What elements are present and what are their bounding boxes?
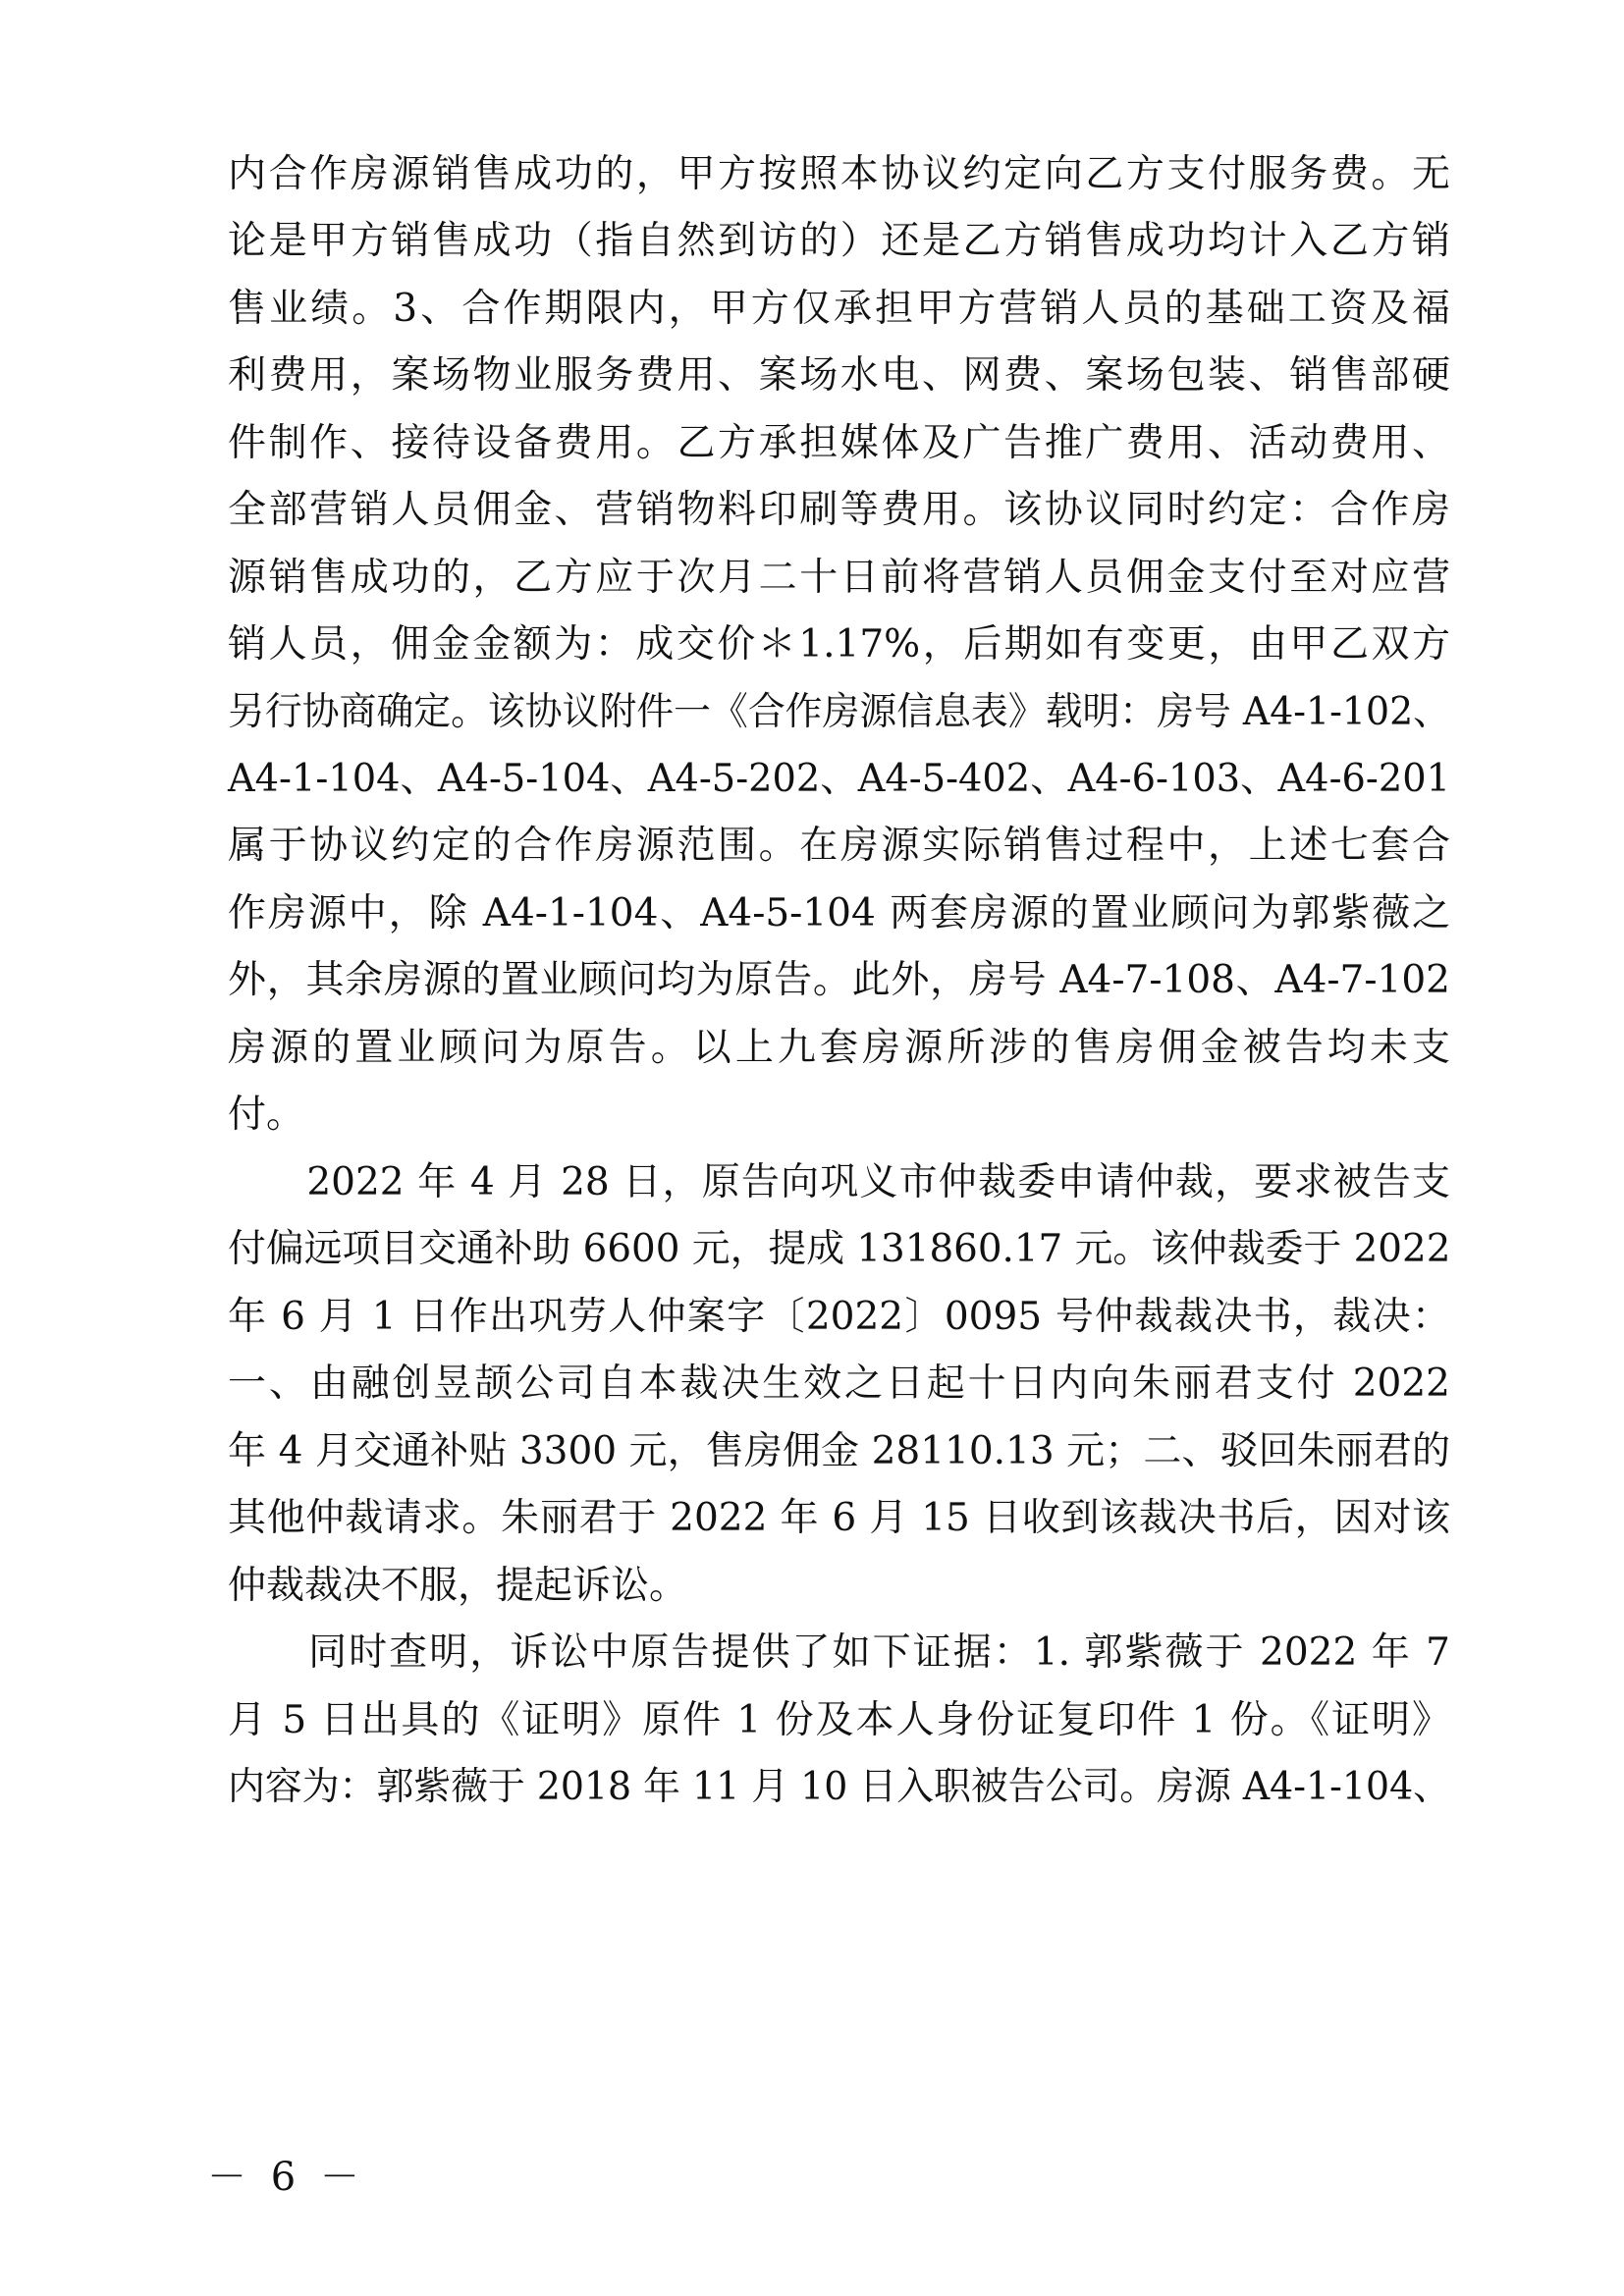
body-text-line: 另行协商确定。该协议附件一《合作房源信息表》载明：房号 A4-1-102、	[228, 690, 1450, 734]
body-text-line: 售业绩。3、合作期限内，甲方仅承担甲方营销人员的基础工资及福	[228, 287, 1450, 331]
body-text-line: 其他仲裁请求。朱丽君于 2022 年 6 月 15 日收到该裁决书后，因对该	[228, 1496, 1450, 1540]
body-text-line: 内合作房源销售成功的，甲方按照本协议约定向乙方支付服务费。无	[228, 152, 1450, 196]
body-text-line: 年 6 月 1 日作出巩劳人仲案字〔2022〕0095 号仲裁裁决书，裁决：	[228, 1295, 1450, 1339]
body-text-line: 利费用，案场物业服务费用、案场水电、网费、案场包装、销售部硬	[228, 353, 1450, 398]
body-text-line: 件制作、接待设备费用。乙方承担媒体及广告推广费用、活动费用、	[228, 421, 1450, 465]
body-text-line: 付。	[228, 1093, 305, 1137]
body-text-line: 月 5 日出具的《证明》原件 1 份及本人身份证复印件 1 份。《证明》	[228, 1698, 1450, 1742]
page-number: － 6 －	[207, 2155, 365, 2200]
body-text-line: 全部营销人员佣金、营销物料印刷等费用。该协议同时约定：合作房	[228, 488, 1450, 532]
body-text-line: 付偏远项目交通补助 6600 元，提成 131860.17 元。该仲裁委于 2022	[228, 1227, 1451, 1271]
body-text-line: 年 4 月交通补贴 3300 元，售房佣金 28110.13 元；二、驳回朱丽君的	[228, 1429, 1450, 1473]
body-text-line: A4-1-104、A4-5-104、A4-5-202、A4-5-402、A4-6-103、A4-6-201	[228, 757, 1450, 801]
body-text-line: 销人员，佣金金额为：成交价＊1.17%，后期如有变更，由甲乙双方	[228, 622, 1450, 667]
body-text-line: 一、由融创昱颉公司自本裁决生效之日起十日内向朱丽君支付 2022	[228, 1362, 1450, 1406]
body-text-line: 房源的置业顾问为原告。以上九套房源所涉的售房佣金被告均未支	[228, 1026, 1450, 1070]
body-text-line: 作房源中，除 A4-1-104、A4-5-104 两套房源的置业顾问为郭紫薇之	[228, 891, 1450, 935]
paragraph-first-line: 2022 年 4 月 28 日，原告向巩义市仲裁委申请仲裁，要求被告支	[228, 1160, 1450, 1204]
body-text-line: 属于协议约定的合作房源范围。在房源实际销售过程中，上述七套合	[228, 824, 1450, 868]
paragraph-first-line: 同时查明，诉讼中原告提供了如下证据：1. 郭紫薇于 2022 年 7	[228, 1630, 1450, 1675]
body-text-line: 内容为：郭紫薇于 2018 年 11 月 10 日入职被告公司。房源 A4-1-104、	[228, 1765, 1450, 1809]
body-text-line: 论是甲方销售成功（指自然到访的）还是乙方销售成功均计入乙方销	[228, 219, 1450, 263]
body-text-line: 外，其余房源的置业顾问均为原告。此外，房号 A4-7-108、A4-7-102	[228, 958, 1450, 1002]
body-text-line: 源销售成功的，乙方应于次月二十日前将营销人员佣金支付至对应营	[228, 556, 1450, 600]
body-text-line: 仲裁裁决不服，提起诉讼。	[228, 1564, 688, 1608]
